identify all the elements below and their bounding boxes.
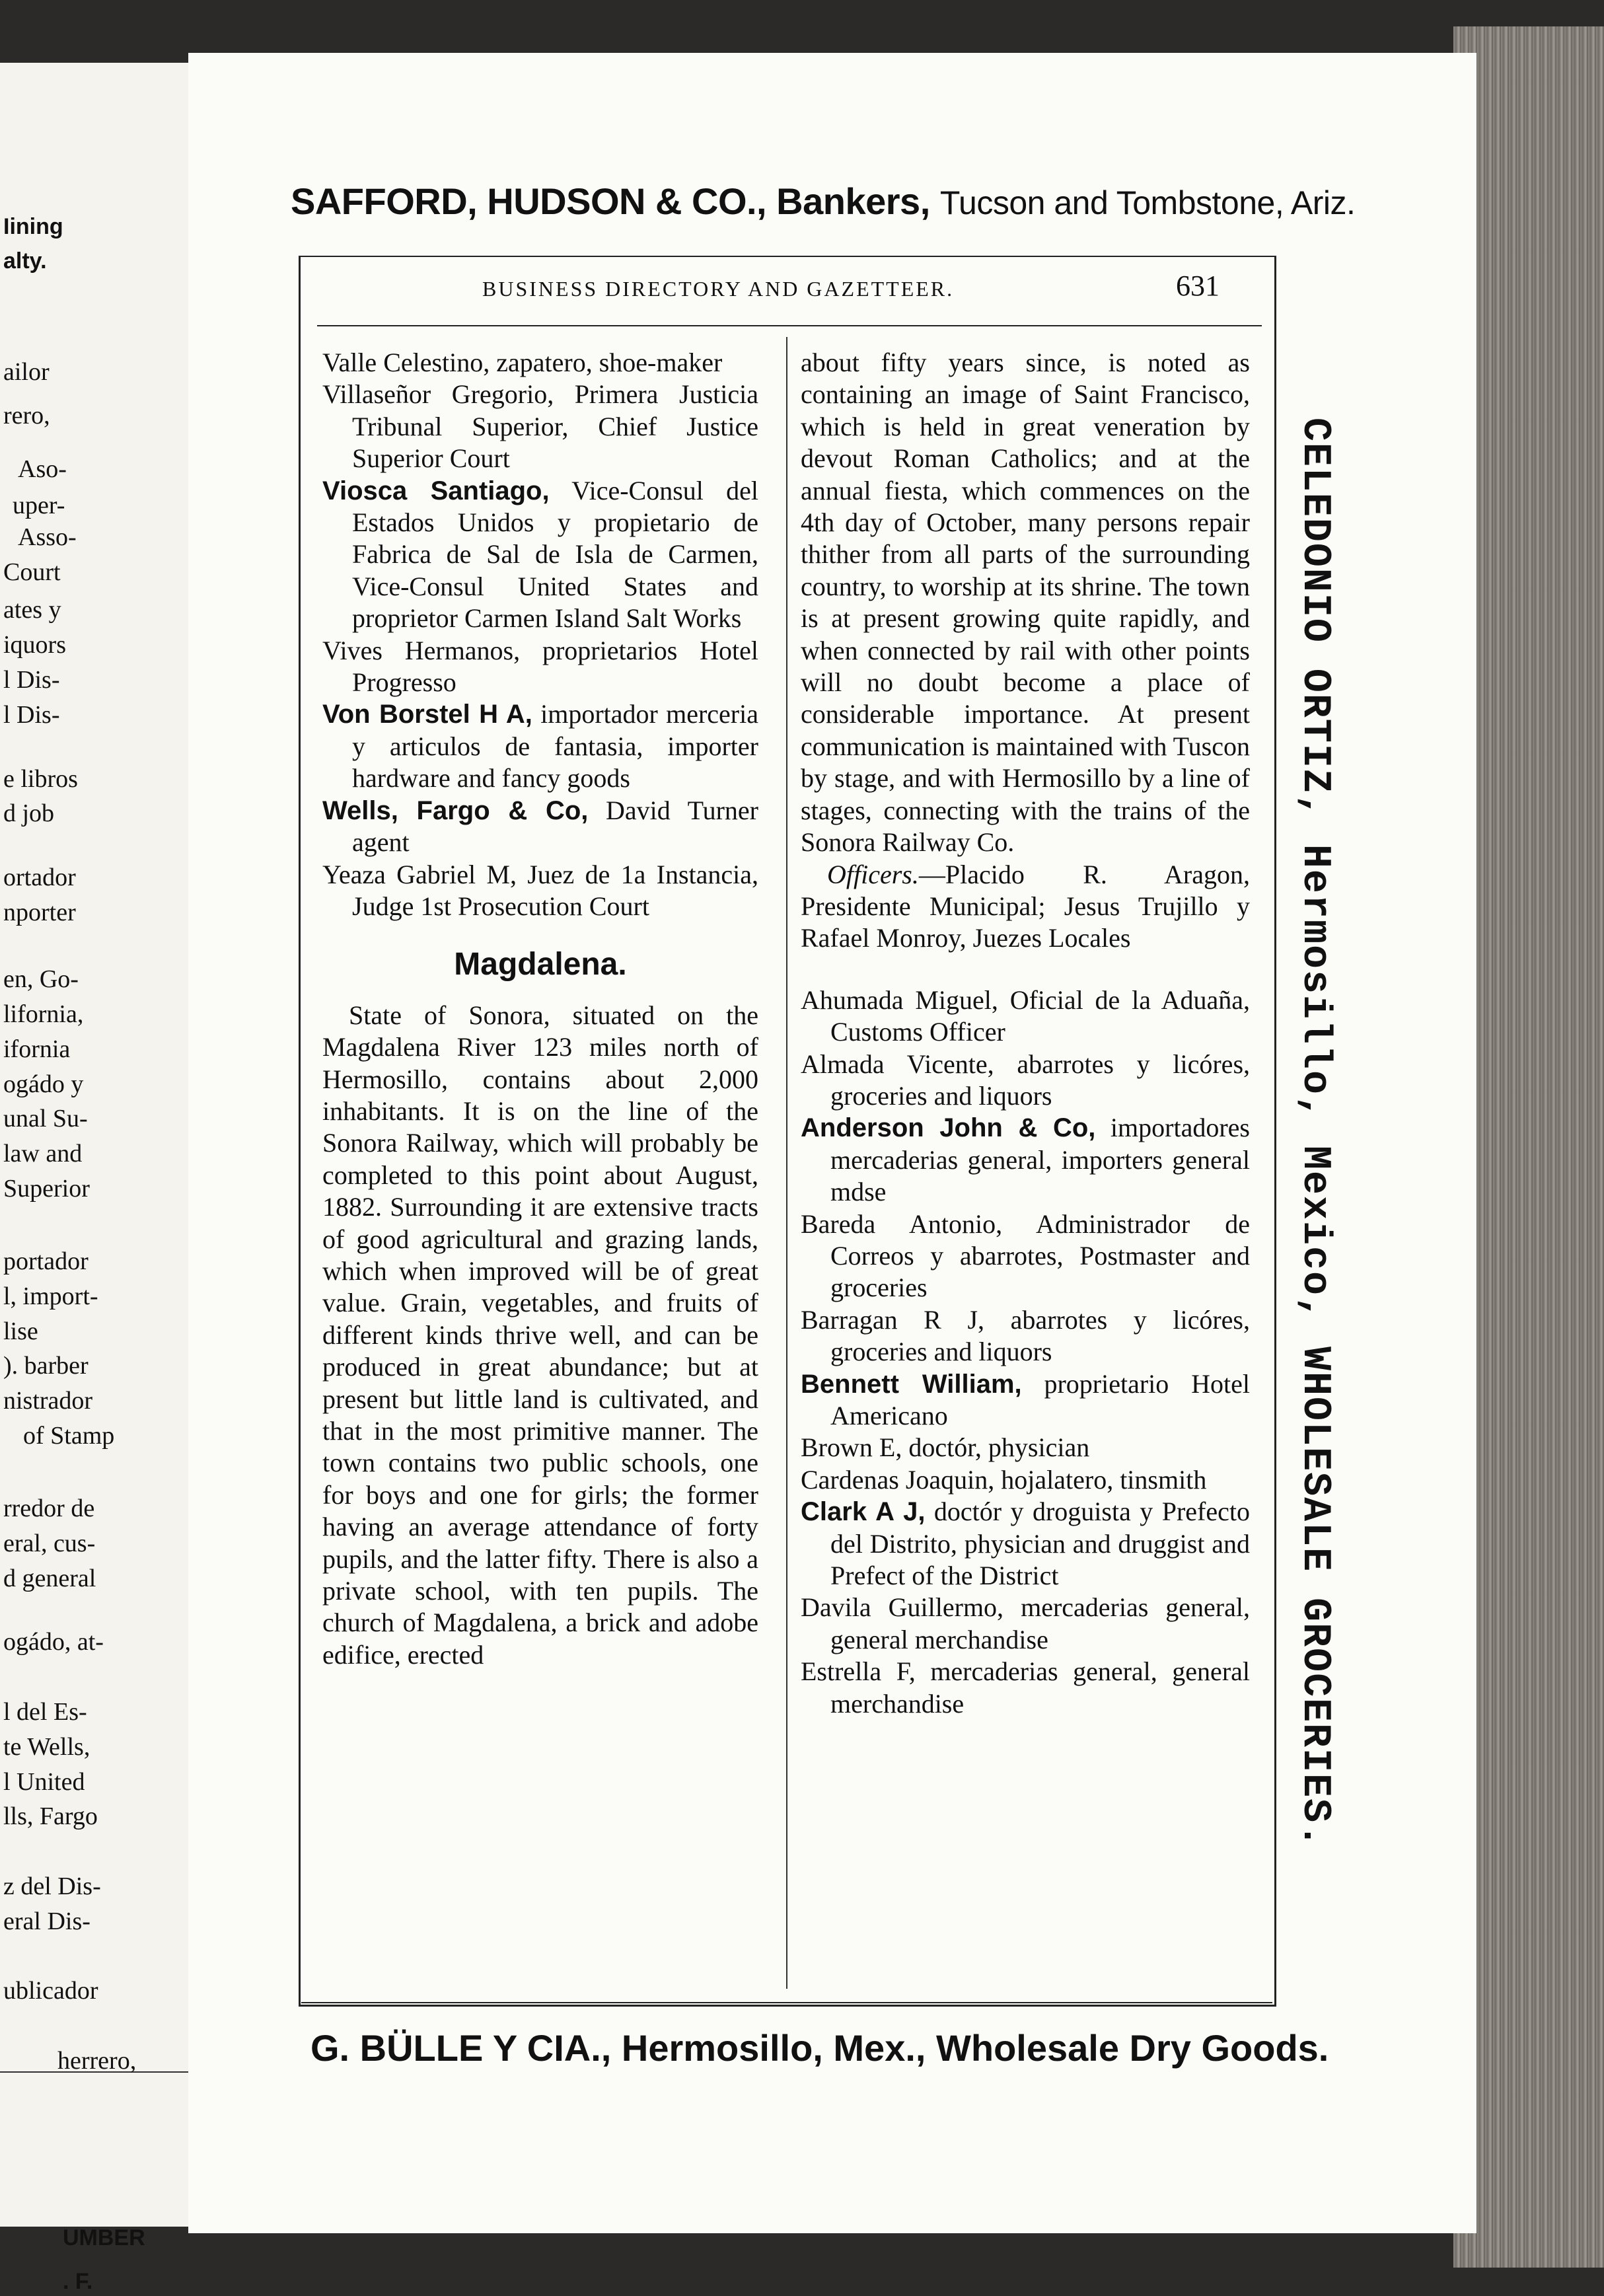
officers-text: —Placido R. Aragon, Presidente Municipal; Jesus Trujillo y Rafael Monroy, Juezes Locales: [801, 859, 1250, 953]
entry-name: Viosca Santiago,: [322, 476, 550, 505]
left-page-fragment: unal Su-: [3, 1105, 88, 1133]
entry-name: Brown E,: [801, 1432, 902, 1463]
left-page-fragment: lise: [3, 1317, 38, 1345]
directory-entry: [801, 1049, 1250, 1113]
left-page-fragment: iquors: [3, 631, 66, 659]
header-rule: [317, 325, 1262, 326]
left-page-fragment: rredor de: [3, 1495, 95, 1522]
officers-label: Officers.: [827, 859, 919, 889]
header-ad-firm: SAFFORD, HUDSON & CO., Bankers,: [291, 180, 930, 222]
entry-name: Almada Vicente,: [801, 1049, 994, 1079]
directory-entry: [322, 379, 758, 474]
directory-entries-top: [322, 347, 758, 922]
footer-advertisement: G. BÜLLE Y CIA., Hermosillo, Mex., Wholesale Dry Goods.: [310, 2027, 1329, 2069]
entry-name: Wells, Fargo & Co,: [322, 796, 589, 825]
left-page-fragment: e libros: [3, 764, 78, 793]
entry-description: importador merceria y articulos de fantasia, importer hardware and fancy goods: [352, 699, 758, 794]
left-page-fragment: eral Dis-: [3, 1907, 91, 1935]
entry-description: doctór y droguista y Prefecto del Distrito, physician and druggist and Prefect of the District: [830, 1497, 1250, 1591]
entry-name: Barragan R J,: [801, 1304, 985, 1335]
left-page-fragment: lls, Fargo: [3, 1802, 98, 1831]
header-ad-location: Tucson and Tombstone, Ariz.: [939, 184, 1356, 221]
entry-description: Oficial de la Aduaña, Customs Officer: [830, 984, 1250, 1047]
left-page-fragment: portador: [3, 1247, 89, 1275]
entry-name: Bennett William,: [801, 1369, 1022, 1399]
left-page-fragment: ogádo, at-: [3, 1628, 104, 1656]
entry-name: Clark A J,: [801, 1497, 926, 1527]
officers-paragraph: [801, 859, 1250, 955]
left-page-fragment: z del Dis-: [3, 1872, 101, 1900]
left-page-fragment: ortador: [3, 864, 76, 892]
left-page-fragment: eral, cus-: [3, 1529, 96, 1557]
left-page-fragment: l del Es-: [3, 1698, 87, 1726]
entry-name: Anderson John & Co,: [801, 1113, 1096, 1143]
directory-entry: [322, 347, 758, 379]
left-page-fragment: Asso-: [18, 523, 77, 552]
directory-entry: [801, 1368, 1250, 1432]
directory-entry: [801, 1656, 1250, 1720]
left-page-fragment: ailor: [3, 357, 50, 386]
left-page-fragment: l, import-: [3, 1282, 98, 1310]
entry-name: Cardenas Joaquin,: [801, 1464, 995, 1495]
left-page-fragment: lifornia,: [3, 1000, 84, 1028]
left-page-fragment: nistrador: [3, 1387, 93, 1415]
directory-entry: [801, 984, 1250, 1049]
directory-entry: [801, 1112, 1250, 1208]
entry-name: Estrella F,: [801, 1656, 916, 1687]
left-page-fragment: . F.: [63, 2269, 93, 2295]
entry-description: importadores mercaderias general, importers general mdse: [830, 1113, 1250, 1207]
town-description: State of Sonora, situated on the Magdalena River 123 miles north of Hermosillo, contains about 2,000 inhabitants. It is on the line of the Sonora Railway, which will probably be completed to this point about August, 1882. Surrounding it are extensive tracts of good agricultural and grazing lands, which when improved will be of great value. Grain, vegetables, and fruits of different kinds thrive well, and can be produced in great abundance; but at present but little land is cultivated, and that in the most primitive manner. The town contains two public schools, one for boys and one for girls; the former having an average attendance of forty pupils, and the latter fifty. There is also a private school, with ten pupils. The church of Magdalena, a brick and adobe edifice, erected: [322, 1000, 758, 1670]
entry-description: abarrotes y licóres, groceries and liquors: [830, 1049, 1251, 1111]
entry-description: abarrotes y licóres, groceries and liquors: [830, 1304, 1250, 1367]
entry-name: Valle Celestino,: [322, 348, 490, 377]
left-page-fragment: Aso-: [18, 455, 67, 483]
left-page-fragment: d job: [3, 799, 55, 828]
directory-entry: [322, 859, 758, 923]
entry-name: Ahumada Miguel,: [801, 984, 998, 1015]
left-page-fragment: of Stamp: [23, 1422, 115, 1450]
entry-description: David Turner agent: [352, 795, 759, 858]
directory-entries-right: [801, 984, 1250, 1720]
entry-description: proprietario Hotel Americano: [830, 1368, 1250, 1430]
left-page-fragment: ifornia: [3, 1035, 71, 1063]
entry-description: zapatero, shoe-maker: [490, 348, 723, 377]
left-page-fragment: rero,: [3, 401, 50, 429]
left-page-fragment: Court: [3, 558, 61, 587]
page-number: 631: [1176, 270, 1220, 302]
left-page-fragment: Iining: [3, 213, 63, 239]
left-page-fragment: ublicador: [3, 1977, 98, 2005]
spacer: [801, 955, 1250, 984]
entry-description: Juez de 1a Instancia, Judge 1st Prosecution Court: [352, 859, 758, 921]
left-page-fragment: UMBER: [63, 2225, 145, 2251]
entry-name: Yeaza Gabriel M,: [322, 859, 517, 889]
left-page-fragment: ogádo y: [3, 1070, 84, 1098]
directory-entry: [801, 1496, 1250, 1592]
header-advertisement: [291, 178, 1356, 225]
left-page-fragment: d general: [3, 1564, 96, 1592]
entry-name: Von Borstel H A,: [322, 700, 532, 729]
left-page-fragment: l Dis-: [3, 700, 60, 729]
directory-entry: [801, 1432, 1250, 1463]
section-title: Magdalena.: [454, 947, 627, 982]
directory-entry: [801, 1464, 1250, 1496]
entry-description: Primera Justicia Tribunal Superior, Chief Justice Superior Court: [352, 379, 758, 474]
right-column: [801, 347, 1250, 1720]
entry-description: mercaderias general, general merchandise: [830, 1592, 1250, 1654]
left-page-fragment: ). barber: [3, 1352, 89, 1380]
directory-entry: [322, 635, 758, 699]
left-page-fragment: herrero,: [57, 2047, 137, 2075]
column-divider: [786, 337, 787, 1989]
left-page-fragment: ates y: [3, 596, 61, 624]
left-page-fragment: law and: [3, 1140, 83, 1168]
left-page-fragment: l United: [3, 1767, 85, 1796]
directory-entry: [801, 1304, 1250, 1368]
directory-entry: [322, 475, 758, 635]
entry-description: doctór, physician: [902, 1432, 1090, 1463]
directory-entry: [322, 698, 758, 794]
left-column: [322, 347, 758, 1671]
left-page-fragment: Superior: [3, 1175, 90, 1203]
left-page-fragment: alty.: [3, 248, 47, 274]
entry-name: Davila Guillermo,: [801, 1592, 1004, 1623]
entry-description: hojalatero, tinsmith: [994, 1464, 1207, 1495]
side-advertisement: [1278, 241, 1351, 2025]
left-page-fragment: te Wells,: [3, 1732, 91, 1761]
entry-name: Bareda Antonio,: [801, 1208, 1003, 1239]
entry-name: Vives Hermanos,: [322, 635, 521, 665]
side-ad-text: CELEDONIO ORTIZ, Hermosillo, Mexico, WHOLESALE GROCERIES.: [1292, 417, 1337, 1849]
directory-entry: [801, 1592, 1250, 1656]
town-description-continued: about fifty years since, is noted as containing an image of Saint Francisco, which is held in great veneration by devout Roman Catholics; and at the annual fiesta, which commences on the 4th day of October, many persons repair thither from all parts of the surrounding country, to worship at its shrine. The town is at present growing quite rapidly, and when connected by rail with other points will no doubt become a place of considerable importance. At present communication is maintained with Tuscon by stage, and with Hermosillo by a line of stages, connecting with the trains of the Sonora Railway Co.: [801, 348, 1250, 858]
running-head: BUSINESS DIRECTORY AND GAZETTEER.: [482, 277, 955, 301]
entry-description: proprietarios Hotel Progresso: [352, 635, 758, 698]
directory-entry: [322, 795, 758, 859]
left-page-fragment: uper-: [13, 492, 65, 519]
entry-description: Vice-Consul del Estados Unidos y propietario de Fabrica de Sal de Isla de Carmen, Vice-Consul United States and proprietor Carmen Island Salt Works: [352, 475, 758, 634]
left-page-fragment: l Dis-: [3, 666, 60, 694]
entry-description: Administrador de Correos y abarrotes, Postmaster and groceries: [830, 1208, 1250, 1303]
bottom-rule: [301, 2002, 1272, 2003]
entry-name: Villaseñor Gregorio,: [322, 379, 554, 410]
directory-entry: [801, 1208, 1250, 1304]
left-page-fragment: nporter: [3, 899, 76, 926]
entry-description: mercaderias general, general merchandise: [830, 1656, 1250, 1719]
left-page-fragment: en, Go-: [3, 965, 79, 994]
